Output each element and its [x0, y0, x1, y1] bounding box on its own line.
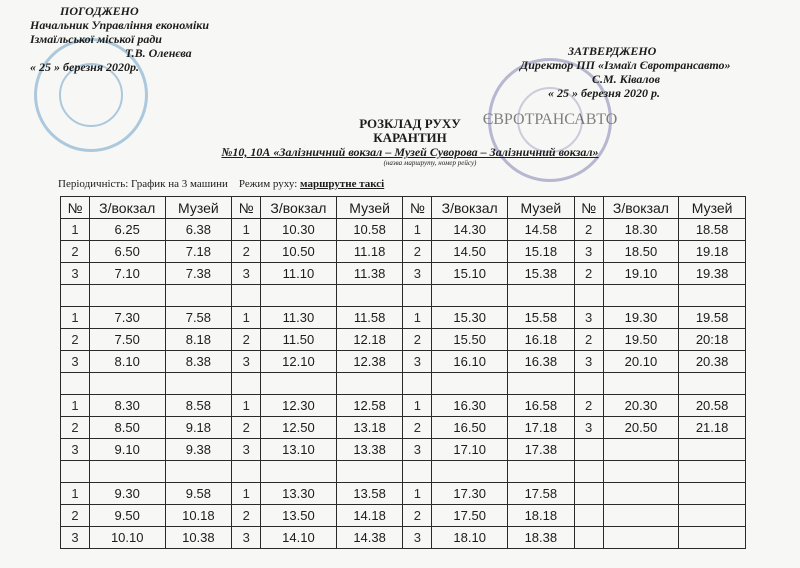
station-departure-cell: [603, 527, 679, 549]
vehicle-number-cell: [232, 285, 261, 307]
station-departure-cell: 19.30: [603, 307, 679, 329]
museum-departure-cell: 21.18: [679, 417, 746, 439]
vehicle-number-cell: 1: [61, 395, 90, 417]
museum-departure-cell: 16.18: [507, 329, 574, 351]
museum-departure-cell: 13.38: [336, 439, 403, 461]
museum-departure-cell: 17.18: [507, 417, 574, 439]
table-row: [61, 461, 746, 483]
column-header: Музей: [679, 197, 746, 219]
document-title: РОЗКЛАД РУХУ: [359, 116, 461, 131]
station-departure-cell: [89, 461, 165, 483]
vehicle-number-cell: [403, 373, 432, 395]
vehicle-number-cell: 2: [403, 417, 432, 439]
vehicle-number-cell: 3: [61, 263, 90, 285]
vehicle-number-cell: 1: [232, 219, 261, 241]
museum-departure-cell: 9.58: [165, 483, 232, 505]
table-header-row: [61, 197, 746, 219]
vehicle-number-cell: 1: [61, 219, 90, 241]
vehicle-number-cell: 1: [403, 395, 432, 417]
museum-departure-cell: 19.38: [679, 263, 746, 285]
vehicle-number-cell: 3: [403, 351, 432, 373]
station-departure-cell: 6.50: [89, 241, 165, 263]
station-departure-cell: 10.10: [89, 527, 165, 549]
museum-departure-cell: 19.58: [679, 307, 746, 329]
museum-departure-cell: 11.58: [336, 307, 403, 329]
vehicle-number-cell: 2: [403, 329, 432, 351]
column-header: Музей: [507, 197, 574, 219]
vehicle-number-cell: 1: [232, 483, 261, 505]
column-header: З/вокзал: [89, 197, 165, 219]
museum-departure-cell: 18.38: [507, 527, 574, 549]
vehicle-number-cell: 3: [61, 351, 90, 373]
museum-departure-cell: 8.18: [165, 329, 232, 351]
approval-signatory: С.М. Ківалов: [592, 72, 660, 86]
vehicle-number-cell: 3: [574, 307, 603, 329]
vehicle-number-cell: 2: [403, 505, 432, 527]
column-header: З/вокзал: [432, 197, 508, 219]
vehicle-number-cell: 1: [232, 307, 261, 329]
museum-departure-cell: 20:18: [679, 329, 746, 351]
vehicle-number-cell: 2: [232, 505, 261, 527]
museum-departure-cell: 20.38: [679, 351, 746, 373]
company-stamp-label: ЄВРОТРАНСАВТО: [488, 58, 612, 182]
vehicle-number-cell: [61, 461, 90, 483]
station-departure-cell: [432, 285, 508, 307]
approval-date: « 25 » березня 2020р.: [30, 60, 140, 74]
museum-departure-cell: [336, 461, 403, 483]
museum-departure-cell: 14.18: [336, 505, 403, 527]
museum-departure-cell: 15.18: [507, 241, 574, 263]
museum-departure-cell: [165, 285, 232, 307]
table-row: [61, 483, 746, 505]
station-departure-cell: 12.10: [261, 351, 337, 373]
table-row: [61, 219, 746, 241]
table-row: [61, 417, 746, 439]
vehicle-number-cell: 1: [403, 219, 432, 241]
station-departure-cell: 13.50: [261, 505, 337, 527]
museum-departure-cell: 13.58: [336, 483, 403, 505]
vehicle-number-cell: 1: [61, 483, 90, 505]
station-departure-cell: 8.50: [89, 417, 165, 439]
station-departure-cell: 9.50: [89, 505, 165, 527]
museum-departure-cell: [679, 373, 746, 395]
station-departure-cell: [603, 285, 679, 307]
station-departure-cell: 16.10: [432, 351, 508, 373]
station-departure-cell: 8.30: [89, 395, 165, 417]
approval-block-left: [30, 4, 250, 74]
approval-position: Начальник Управління економіки: [30, 18, 210, 32]
column-header: №: [232, 197, 261, 219]
museum-departure-cell: [679, 527, 746, 549]
column-header: №: [574, 197, 603, 219]
station-departure-cell: 13.30: [261, 483, 337, 505]
museum-departure-cell: 9.38: [165, 439, 232, 461]
vehicle-number-cell: [574, 373, 603, 395]
vehicle-number-cell: 3: [574, 417, 603, 439]
museum-departure-cell: 12.38: [336, 351, 403, 373]
vehicle-number-cell: [232, 373, 261, 395]
vehicle-number-cell: [403, 461, 432, 483]
vehicle-number-cell: 2: [232, 329, 261, 351]
approval-heading: ЗАТВЕРДЖЕНО: [568, 44, 657, 58]
periodicity-text: Періодичність: График на 3 машини: [58, 178, 228, 190]
station-departure-cell: 16.30: [432, 395, 508, 417]
station-departure-cell: 12.30: [261, 395, 337, 417]
vehicle-number-cell: 3: [403, 527, 432, 549]
vehicle-number-cell: 3: [61, 439, 90, 461]
vehicle-number-cell: 2: [574, 263, 603, 285]
vehicle-number-cell: 2: [61, 417, 90, 439]
mode-value: маршрутне таксі: [300, 178, 385, 190]
station-departure-cell: [432, 373, 508, 395]
station-departure-cell: 18.30: [603, 219, 679, 241]
museum-departure-cell: [507, 461, 574, 483]
museum-departure-cell: 7.58: [165, 307, 232, 329]
museum-departure-cell: 17.58: [507, 483, 574, 505]
station-departure-cell: 7.30: [89, 307, 165, 329]
station-departure-cell: 6.25: [89, 219, 165, 241]
museum-departure-cell: 12.18: [336, 329, 403, 351]
table-row: [61, 285, 746, 307]
vehicle-number-cell: [574, 483, 603, 505]
vehicle-number-cell: 3: [232, 263, 261, 285]
vehicle-number-cell: 3: [403, 263, 432, 285]
table-row: [61, 307, 746, 329]
station-departure-cell: 20.30: [603, 395, 679, 417]
approval-signatory: Т.В. Оленєва: [125, 46, 192, 60]
schedule-table: [60, 196, 746, 549]
museum-departure-cell: [165, 373, 232, 395]
column-header: Музей: [336, 197, 403, 219]
station-departure-cell: [603, 439, 679, 461]
museum-departure-cell: [679, 439, 746, 461]
approval-organization: Ізмаїльської міської ради: [30, 32, 162, 46]
table-row: [61, 505, 746, 527]
museum-departure-cell: 9.18: [165, 417, 232, 439]
route-name: №10, 10А «Залізничний вокзал – Музей Суворова – Залізничний вокзал»: [221, 145, 599, 159]
station-departure-cell: 15.30: [432, 307, 508, 329]
station-departure-cell: 7.10: [89, 263, 165, 285]
vehicle-number-cell: [61, 373, 90, 395]
museum-departure-cell: [507, 373, 574, 395]
station-departure-cell: 15.10: [432, 263, 508, 285]
station-departure-cell: 17.10: [432, 439, 508, 461]
station-departure-cell: [603, 373, 679, 395]
museum-departure-cell: 8.58: [165, 395, 232, 417]
station-departure-cell: 16.50: [432, 417, 508, 439]
station-departure-cell: [261, 285, 337, 307]
vehicle-number-cell: 2: [574, 329, 603, 351]
station-departure-cell: 19.50: [603, 329, 679, 351]
station-departure-cell: [89, 285, 165, 307]
museum-departure-cell: [165, 461, 232, 483]
station-departure-cell: [603, 505, 679, 527]
vehicle-number-cell: 2: [61, 329, 90, 351]
station-departure-cell: 14.50: [432, 241, 508, 263]
station-departure-cell: 11.30: [261, 307, 337, 329]
station-departure-cell: [89, 373, 165, 395]
station-departure-cell: 15.50: [432, 329, 508, 351]
museum-departure-cell: [679, 483, 746, 505]
station-departure-cell: 7.50: [89, 329, 165, 351]
vehicle-number-cell: [574, 527, 603, 549]
vehicle-number-cell: 1: [232, 395, 261, 417]
station-departure-cell: [261, 461, 337, 483]
museum-departure-cell: 16.38: [507, 351, 574, 373]
station-departure-cell: 9.30: [89, 483, 165, 505]
station-departure-cell: 8.10: [89, 351, 165, 373]
approval-position: Директор ПП «Ізмаїл Євротрансавто»: [520, 58, 731, 72]
museum-departure-cell: 19.18: [679, 241, 746, 263]
vehicle-number-cell: [403, 285, 432, 307]
vehicle-number-cell: [232, 461, 261, 483]
vehicle-number-cell: 3: [574, 351, 603, 373]
vehicle-number-cell: [574, 285, 603, 307]
vehicle-number-cell: [574, 461, 603, 483]
museum-departure-cell: 7.38: [165, 263, 232, 285]
vehicle-number-cell: 2: [61, 241, 90, 263]
museum-departure-cell: 10.58: [336, 219, 403, 241]
museum-departure-cell: [507, 285, 574, 307]
column-header: Музей: [165, 197, 232, 219]
station-departure-cell: [432, 461, 508, 483]
station-departure-cell: 12.50: [261, 417, 337, 439]
station-departure-cell: 10.50: [261, 241, 337, 263]
station-departure-cell: 17.30: [432, 483, 508, 505]
museum-departure-cell: 15.38: [507, 263, 574, 285]
museum-departure-cell: [679, 505, 746, 527]
museum-departure-cell: [679, 461, 746, 483]
station-departure-cell: 11.50: [261, 329, 337, 351]
vehicle-number-cell: 2: [61, 505, 90, 527]
station-departure-cell: 18.10: [432, 527, 508, 549]
vehicle-number-cell: 1: [403, 483, 432, 505]
vehicle-number-cell: [574, 505, 603, 527]
column-header: З/вокзал: [603, 197, 679, 219]
museum-departure-cell: 16.58: [507, 395, 574, 417]
station-departure-cell: 11.10: [261, 263, 337, 285]
vehicle-number-cell: 3: [232, 351, 261, 373]
column-header: №: [61, 197, 90, 219]
museum-departure-cell: 8.38: [165, 351, 232, 373]
vehicle-number-cell: 3: [61, 527, 90, 549]
station-departure-cell: [603, 461, 679, 483]
station-departure-cell: 19.10: [603, 263, 679, 285]
station-departure-cell: [603, 483, 679, 505]
vehicle-number-cell: [574, 439, 603, 461]
approval-block-right: [520, 44, 770, 100]
vehicle-number-cell: 3: [574, 241, 603, 263]
table-row: [61, 439, 746, 461]
table-row: [61, 351, 746, 373]
document-subtitle: КАРАНТИН: [373, 130, 447, 145]
station-departure-cell: [261, 373, 337, 395]
museum-departure-cell: 7.18: [165, 241, 232, 263]
station-departure-cell: 14.10: [261, 527, 337, 549]
table-body: [61, 219, 746, 549]
museum-departure-cell: [336, 285, 403, 307]
vehicle-number-cell: 2: [403, 241, 432, 263]
vehicle-number-cell: [61, 285, 90, 307]
museum-departure-cell: 10.38: [165, 527, 232, 549]
table-row: [61, 373, 746, 395]
station-departure-cell: 10.30: [261, 219, 337, 241]
museum-departure-cell: 20.58: [679, 395, 746, 417]
museum-departure-cell: 14.58: [507, 219, 574, 241]
museum-departure-cell: 13.18: [336, 417, 403, 439]
column-header: З/вокзал: [261, 197, 337, 219]
vehicle-number-cell: 3: [403, 439, 432, 461]
vehicle-number-cell: 3: [232, 527, 261, 549]
museum-departure-cell: [679, 285, 746, 307]
museum-departure-cell: 14.38: [336, 527, 403, 549]
museum-departure-cell: 10.18: [165, 505, 232, 527]
document-title-block: [190, 117, 630, 167]
route-note: (назва маршруту, номер рейсу): [383, 159, 477, 167]
vehicle-number-cell: 2: [232, 241, 261, 263]
vehicle-number-cell: 3: [232, 439, 261, 461]
schedule-meta: [58, 178, 384, 190]
museum-departure-cell: 11.18: [336, 241, 403, 263]
table-row: [61, 263, 746, 285]
table-row: [61, 527, 746, 549]
station-departure-cell: 17.50: [432, 505, 508, 527]
station-departure-cell: 20.10: [603, 351, 679, 373]
museum-departure-cell: 18.58: [679, 219, 746, 241]
vehicle-number-cell: 2: [574, 395, 603, 417]
museum-departure-cell: 17.38: [507, 439, 574, 461]
station-departure-cell: 9.10: [89, 439, 165, 461]
table-row: [61, 241, 746, 263]
vehicle-number-cell: 2: [232, 417, 261, 439]
table-row: [61, 395, 746, 417]
station-departure-cell: 13.10: [261, 439, 337, 461]
station-departure-cell: 14.30: [432, 219, 508, 241]
table-row: [61, 329, 746, 351]
station-departure-cell: 18.50: [603, 241, 679, 263]
museum-departure-cell: [336, 373, 403, 395]
vehicle-number-cell: 1: [61, 307, 90, 329]
museum-departure-cell: 18.18: [507, 505, 574, 527]
museum-departure-cell: 12.58: [336, 395, 403, 417]
approval-heading: ПОГОДЖЕНО: [60, 4, 139, 18]
vehicle-number-cell: 1: [403, 307, 432, 329]
mode-label: Режим руху:: [238, 178, 298, 190]
museum-departure-cell: 6.38: [165, 219, 232, 241]
museum-departure-cell: 11.38: [336, 263, 403, 285]
vehicle-number-cell: 2: [574, 219, 603, 241]
approval-date: « 25 » березня 2020 р.: [548, 86, 661, 100]
column-header: №: [403, 197, 432, 219]
museum-departure-cell: 15.58: [507, 307, 574, 329]
station-departure-cell: 20.50: [603, 417, 679, 439]
